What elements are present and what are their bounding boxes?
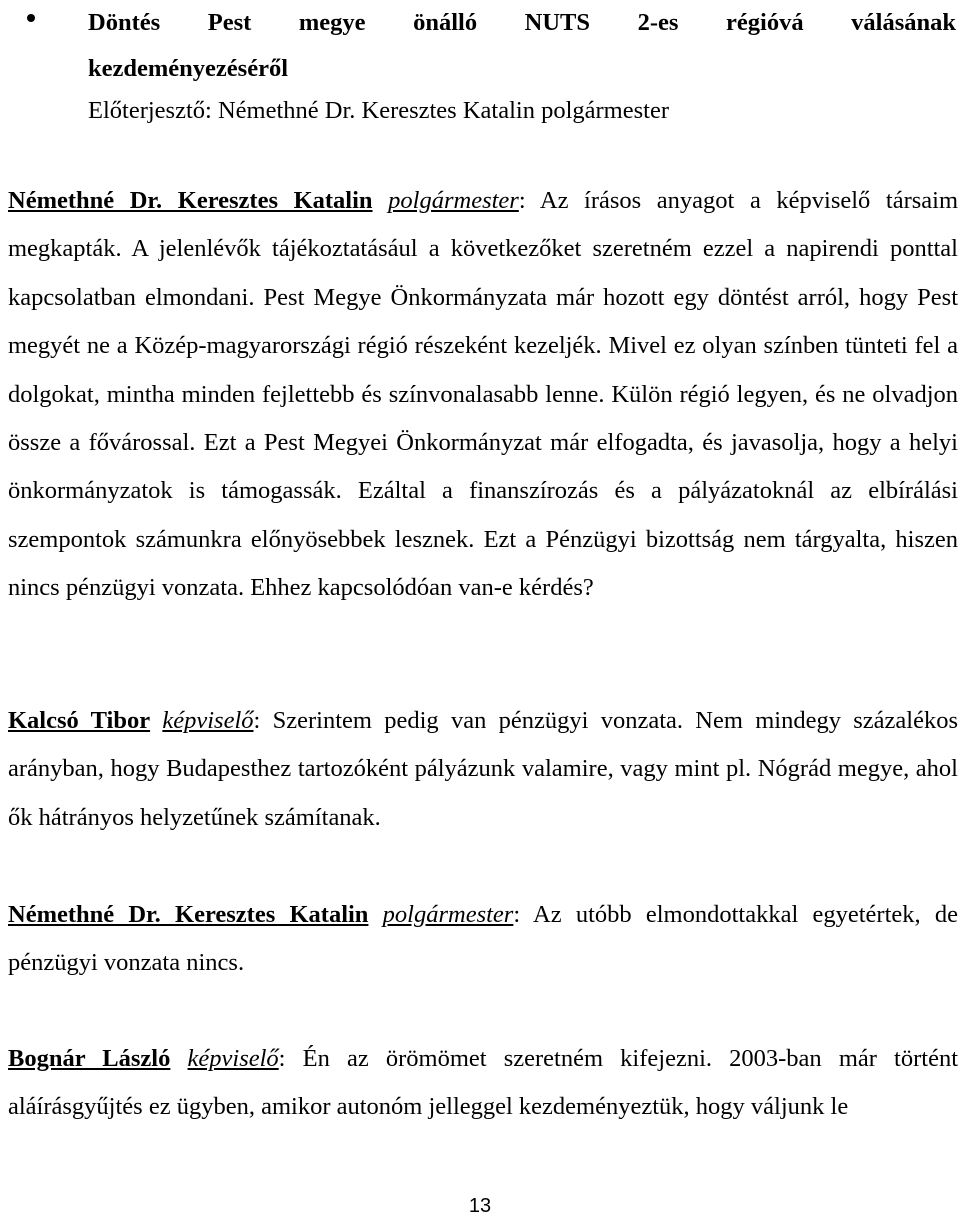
speaker-name: Bognár László — [8, 1045, 171, 1072]
agenda-title — [88, 0, 956, 92]
paragraph-text: : Az utóbb elmondottakkal egyetértek, de pénzügyi vonzata nincs. — [8, 901, 958, 977]
page-number: 13 — [468, 1195, 492, 1217]
agenda-title-line-2: kezdeményezéséről — [88, 55, 288, 82]
bullet-icon — [27, 14, 35, 22]
paragraph-text: : Az írásos anyagot a képviselő társaim megkapták. A jelenlévők tájékoztatásául a következőket szeretném ezzel a napirendi ponttal kapcsolatban elmondani. Pest Megye Önkormányzata már hozott egy döntést arról, hogy Pest megyét ne a Közép-magyarországi régió részeként kezeljék. Mivel ez olyan színben tünteti fel a dolgokat, mintha minden fejlettebb és színvonalasabb lenne. Külön régió legyen, és ne olvadjon össze a fővárossal. Ezt a Pest Megyei Önkormányzat már elfogadta, és javasolja, hogy a helyi önkormányzatok is támogassák. Ezáltal a finanszírozás és a pályázatoknál az elbírálási szempontok számunkra előnyösebbek lesznek. Ezt a Pénzügyi bizottság nem tárgyalta, hiszen nincs pénzügyi vonzata. Ehhez kapcsolódóan van-e kérdés? — [8, 187, 959, 602]
paragraph-text: : Én az örömömet szeretném kifejezni. 2003-ban már történt aláírásgyűjtés ez ügyben, amikor autonóm jelleggel kezdeményeztük, hogy váljunk le — [8, 1045, 959, 1121]
paragraph-text: : Szerintem pedig van pénzügyi vonzata. Nem mindegy százalékos arányban, hogy Budapesthez tartozóként pályázunk valamire, vagy mint pl. Nógrád megye, ahol ők hátrányos helyzetűnek számítanak. — [8, 707, 958, 831]
speaker-role: polgármester — [382, 901, 514, 928]
agenda-title-line-1: Döntés Pest megye önálló NUTS 2-es régióvá válásának — [88, 9, 956, 36]
speaker-name: Némethné Dr. Keresztes Katalin — [8, 187, 373, 214]
speaker-name: Kalcsó Tibor — [8, 707, 151, 734]
paragraph-1 — [8, 177, 958, 613]
speaker-role: képviselő — [162, 707, 254, 734]
paragraph-4 — [8, 1035, 958, 1132]
speaker-role: polgármester — [388, 187, 519, 214]
agenda-presenter: Előterjesztő: Némethné Dr. Keresztes Katalin polgármester — [88, 97, 669, 124]
paragraph-2 — [8, 697, 958, 842]
speaker-name: Némethné Dr. Keresztes Katalin — [8, 901, 369, 928]
speaker-role: képviselő — [187, 1045, 279, 1072]
paragraph-3 — [8, 891, 958, 988]
